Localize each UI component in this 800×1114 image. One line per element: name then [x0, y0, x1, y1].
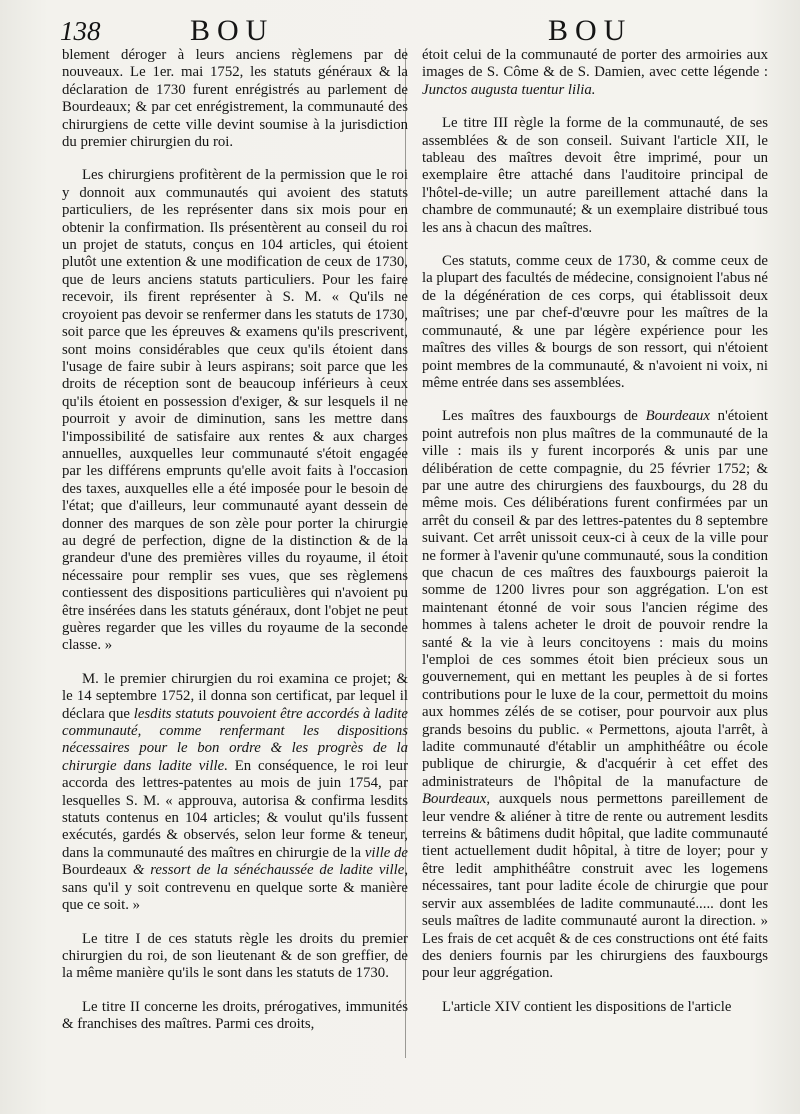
italic-quote: lesdits statuts pouvoient être accordés à ladite communauté, comme renfermant les dispositions nécessaires pour le bon ordre & les progrès de la chirurgie dans ladite ville. [62, 705, 408, 774]
paragraph: blement déroger à leurs anciens règlemens par de nouveaux. Le 1er. mai 1752, les statuts généraux & la déclaration de 1730 furent enrégistrés au parlement de Bourdeaux; & par cet enrégistrement, la communauté des chirurgiens de cette ville devint soumise à la jurisdiction du premier chirurgien du roi. [62, 47, 408, 151]
paragraph [422, 47, 768, 99]
page-header [0, 14, 800, 50]
italic-run: Bourdeaux [422, 791, 487, 808]
paragraph [422, 408, 768, 982]
page-number: 138 [60, 16, 101, 46]
text-run: Les maîtres des fauxbourgs de [442, 408, 646, 425]
text-run: Bourdeaux [62, 862, 133, 879]
paragraph: Le titre I de ces statuts règle les droits du premier chirurgien du roi, de son lieutenant & de son greffier, de la même manière qu'ils le sont dans les statuts de 1730. [62, 930, 408, 982]
italic-run: ville de [364, 844, 408, 861]
paragraph: Le titre III règle la forme de la communauté, de ses assemblées & de son conseil. Suivant l'article XII, le tableau des maîtres devoit être imprimé, pour un exemplaire être attaché dans l'auditoire principal de l'hôtel-de-ville; un autre pareillement attaché dans la chambre de communauté; & un exemplaire distribué tous les ans à chacun des maîtres. [422, 115, 768, 236]
text-run: , auxquels nous permettons pareillement de leur vendre & aliéner à titre de rente ou autrement lesdits terreins & bâtimens dudit hôpital, que ladite communauté tient actuellement dudit hôpital, à titre de loyer; pour y être ledit amphithéâtre construit avec les logemens nécessaires, tant pour ladite école de chirurgie que pour servir aux assemblées de ladite communauté..... dont les seuls maîtres de ladite communauté auront la direction. » Les frais de cet acquêt & de ces constructions ont été faits des deniers fournis par les chirurgiens des fauxbourgs pour leur aggrégation. [422, 791, 768, 982]
paragraph: L'article XIV contient les dispositions de l'article [442, 998, 732, 1015]
running-head-right: BOU [548, 14, 633, 47]
text-run: étoit celui de la communauté de porter des armoiries aux images de S. Côme & de S. Damien, avec cette légende : [422, 47, 768, 81]
italic-run: & ressort de la sénéchaussée de ladite ville [132, 862, 405, 879]
italic-run: Bourdeaux [645, 408, 710, 425]
running-head-left: BOU [190, 14, 275, 47]
paragraph: Les chirurgiens profitèrent de la permission que le roi y donnoit aux communautés qui avoient des statuts particuliers, de les représenter dans six mois pour en obtenir la confirmation. Ils présentèrent au conseil du roi un projet de statuts, conçus en 104 articles, qui étoient plutôt une extention & une modification de ceux de 1730, que de leurs anciens statuts particuliers. Pour les faire recevoir, ils firent représenter à S. M. « Qu'ils ne croyoient pas devoir se renfermer dans les statuts de 1730, soit parce que les épreuves & examens qu'ils prescrivent, sont moins considérables que ceux qu'ils étoient dans l'usage de faire subir à leurs aspirans; soit parce que les droits de réception sont de beaucoup inférieurs à ceux qu'ils étoient en possession d'exiger, & sur lesquels il ne pourroit y avoir de diminution, sans les mettre dans l'impossibilité de satisfaire aux rentes & aux charges annuelles, auxquelles leur communauté s'étoit engagée par les différens emprunts qu'elle avoit faits à l'occasion des taxes, auxquelles elle a été imposée pour le besoin de l'état; que d'ailleurs, leur communauté ayant dessein de donner des marques de son zèle pour porter la chirurgie au degré de perfection, digne de la distinction & de la grandeur d'une des premières villes du royaume, il étoit nécessaire pour remplir ses vues, que ses règlemens contiessent des dispositions particulières qui n'avoient pu être insérées dans les statuts généraux, dont l'objet ne peut guères regarder que les villes du royaume de la seconde classe. » [62, 167, 408, 654]
left-column [62, 47, 408, 1047]
text-run: M. le premier chirurgien du roi examina ce projet; & le 14 septembre 1752, il donna son certificat, par lequel il déclara que [62, 670, 408, 722]
text-run: , sans qu'il y soit contrevenu en quelque sorte & manière que ce soit. » [62, 862, 409, 914]
italic-motto: Junctos augusta tuentur lilia. [422, 81, 596, 98]
paragraph [62, 671, 408, 915]
right-column [422, 47, 768, 1029]
paragraph: Ces statuts, comme ceux de 1730, & comme ceux de la plupart des facultés de médecine, consignoient l'abus né de la dégénération de ces corps, qui établissoit deux maîtrises; une par chef-d'œuvre pour les maîtres de la communauté, & une par légère expérience pour les maîtres des villes & bourgs de son ressort, qui n'étoient point membres de la communauté, & n'avoient ni voix, ni même entrée dans ses assemblées. [422, 253, 768, 391]
paragraph: Le titre II concerne les droits, prérogatives, immunités & franchises des maîtres. Parmi ces droits, [62, 998, 408, 1033]
text-run: n'étoient point autrefois non plus maîtres de la communauté de la ville : mais ils y furent incorporés & unis par une délibération de cette compagnie, du 25 février 1752; & par une autre des chirurgiens des fauxbourgs, du 28 du même mois. Ces délibérations furent confirmées par un arrêt du conseil & par des lettres-patentes du 8 septembre suivant. Cet arrêt unissoit ceux-ci à ceux de la ville pour ne former à l'avenir qu'une communauté, sous la condition que chacun de ces maîtres des fauxbourgs paieroit la somme de 1200 livres pour son aggrégation. L'on est maintenant étonné de voir sous l'ancien régime des hommes à talens acheter le droit de pouvoir rendre la santé & la vie à leurs concitoyens : mais du moins l'emploi de ces sommes étoit bien précieux sous un gouvernement, qui en mettant les peuples à de si fortes contributions pour le luxe de la cour, permettoit du moins aux hommes zélés de se cotiser, pour pourvoir aux plus grands besoins du public. « Permettons, ajouta l'arrêt, à ladite communauté d'établir un amphithéâtre ou école publique de chirurgie, & d'acquérir à cet effet des administrateurs de l'hôpital de la manufacture de [422, 408, 768, 790]
text-run: En conséquence, le roi leur accorda des lettres-patentes au mois de juin 1754, par lesquelles S. M. « approuva, autorisa & confirma lesdits statuts contenus en 104 articles; & voulut qu'ils fussent exécutés, gardés & observés, selon leur forme & teneur, dans la communauté des maîtres en chirurgie de la [62, 757, 409, 861]
